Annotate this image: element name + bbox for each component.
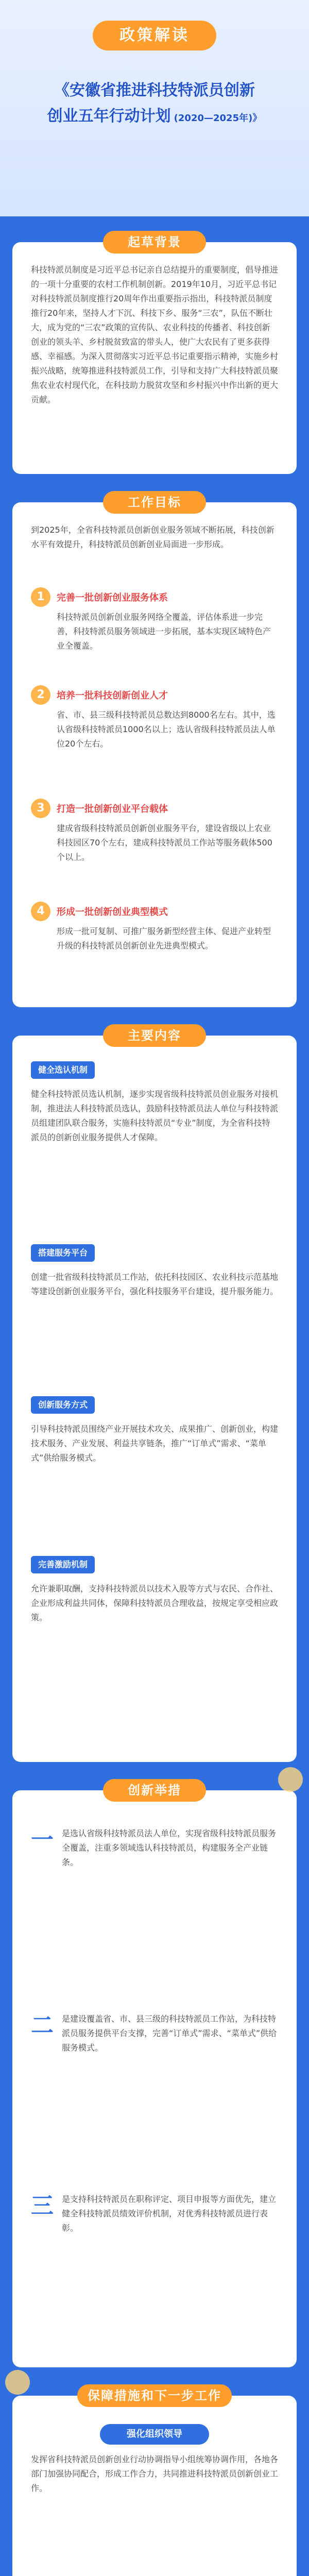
- content-text: 健全科技特派员选认机制，逐步实现省级科技特派员创业服务对接机制，推进法人科技特派员选认，鼓励科技特派员法人单位与科技特派员组建团队联合服务，实施科技特派员“专业”制度，为全省科技特派员的创新创业服务提供人才保障。: [31, 1089, 279, 1142]
- innovation-text: 是建设覆盖省、市、县三级的科技特派员工作站，为科技特派员服务提供平台支撑，完善“订单式”需求、“菜单式”供给服务模式。: [62, 2014, 277, 2053]
- guarantee-subheading: 强化组织领导: [100, 2424, 209, 2445]
- goal-number: 2: [31, 685, 50, 705]
- page-title-years: (2020—2025年)》: [174, 113, 262, 124]
- innovation-text: 是支持科技特派员在职称评定、项目申报等方面优先，建立健全科技特派员绩效评价机制，对优秀科技特派员进行表彰。: [62, 2194, 277, 2233]
- goal-item: [31, 799, 278, 891]
- goal-title: 完善一批创新创业服务体系: [57, 592, 168, 603]
- goal-title: 形成一批创新创业典型模式: [57, 907, 168, 918]
- section-background: [12, 235, 297, 474]
- page-title-line1: 《安徽省推进科技特派员创新: [54, 81, 255, 99]
- section-innovation: [12, 1783, 297, 2367]
- innovation-text: 是选认省级科技特派员法人单位，实现省级科技特派员服务全覆盖，注重多领域选认科技特派员，构建服务全产业链条。: [62, 1828, 277, 1867]
- goal-item: [31, 685, 278, 788]
- goal-item: [31, 902, 278, 994]
- section-title: 主要内容: [103, 1024, 206, 1047]
- goal-number: 4: [31, 902, 50, 921]
- section-title: 创新举措: [103, 1779, 206, 1802]
- goal-number: 3: [31, 799, 50, 818]
- section-title: 保障措施和下一步工作: [77, 2384, 232, 2407]
- decorative-dot: [5, 2370, 30, 2395]
- page-title-main: 创业五年行动计划: [47, 107, 171, 125]
- goal-number: 1: [31, 587, 50, 607]
- section-title: 起草背景: [103, 231, 206, 253]
- goal-title: 打造一批创新创业平台载体: [57, 804, 168, 815]
- content-text: 允许兼职取酬，支持科技特派员以技术入股等方式与农民、合作社、企业形成利益共同体，保障科技特派员合理收益，按规定享受相应政策。: [31, 1584, 279, 1622]
- goal-text: 建成省级科技特派员创新创业服务平台，建设省级以上农业科技园区70个左右，建成科技特派员工作站等服务载体500个以上。: [57, 823, 272, 862]
- content-subheading: 完善激励机制: [31, 1556, 95, 1573]
- goal-text: 科技特派员创新创业服务网络全覆盖，评估体系进一步完善，科技特派员服务领域进一步拓展，基本实现区域特色产业全覆盖。: [57, 612, 271, 651]
- innovation-number: 三: [31, 2193, 54, 2219]
- header-banner: [0, 0, 309, 216]
- section-title: 工作目标: [103, 491, 206, 514]
- section-guarantee: [12, 2388, 297, 2576]
- section-main-content: [12, 1028, 297, 1762]
- innovation-number: 一: [31, 1827, 54, 1853]
- background-text: 科技特派员制度是习近平总书记亲自总结提升的重要制度，倡导推进的一项十分重要的农村工作机制创新。2019年10月，习近平总书记对科技特派员制度推行20周年作出重要指示指出，科技特派员制度推行20年来，坚持人才下沉、科技下乡、服务“三农”，队伍不断壮大，成为党的“三农”政策的宣传队、农业科技的传播者、科技创新创业的领头羊、乡村脱贫致富的带头人，使广大农民有了更多获得感、幸福感。为深入贯彻落实习近平总书记重要指示精神，实施乡村振兴战略，统筹推进科技特派员工作，引导和支持广大科技特派员聚焦农业农村现代化，在科技助力脱贫攻坚和乡村振兴中作出新的更大贡献。: [31, 265, 279, 404]
- content-subheading: 健全选认机制: [31, 1061, 95, 1079]
- content-subheading: 搭建服务平台: [31, 1244, 95, 1262]
- policy-badge: 政策解读: [93, 21, 216, 50]
- goal-text: 省、市、县三级科技特派员总数达到8000名左右。其中，选认省级科技特派员1000名以上；选认省级科技特派员法人单位20个左右。: [57, 710, 276, 749]
- content-text: 引导科技特派员围绕产业开展技术攻关、成果推广、创新创业，构建技术服务、产业发展、利益共享链条，推广“订单式”需求、“菜单式”供给服务模式。: [31, 1424, 279, 1463]
- page-title-line2: [10, 103, 299, 126]
- innovation-number: 二: [31, 2012, 54, 2039]
- decorative-dot: [278, 1767, 303, 1792]
- goals-intro: 到2025年，全省科技特派员创新创业服务领域不断拓展，科技创新水平有效提升，科技特派员创新创业局面进一步形成。: [31, 525, 274, 549]
- goal-title: 培养一批科技创新创业人才: [57, 690, 168, 701]
- guarantee-text: 发挥省科技特派员创新创业行动协调指导小组统筹协调作用，各地各部门加强协同配合，形成工作合力，共同推进科技特派员创新创业工作。: [31, 2454, 279, 2493]
- goal-item: [31, 587, 278, 675]
- section-goals: [12, 495, 297, 1007]
- goal-text: 形成一批可复制、可推广服务新型经营主体、促进产业转型升级的科技特派员创新创业先进典型模式。: [57, 926, 271, 951]
- content-subheading: 创新服务方式: [31, 1396, 95, 1414]
- content-text: 创建一批省级科技特派员工作站，依托科技园区、农业科技示范基地等建设创新创业服务平台，强化科技服务平台建设，提升服务能力。: [31, 1272, 279, 1296]
